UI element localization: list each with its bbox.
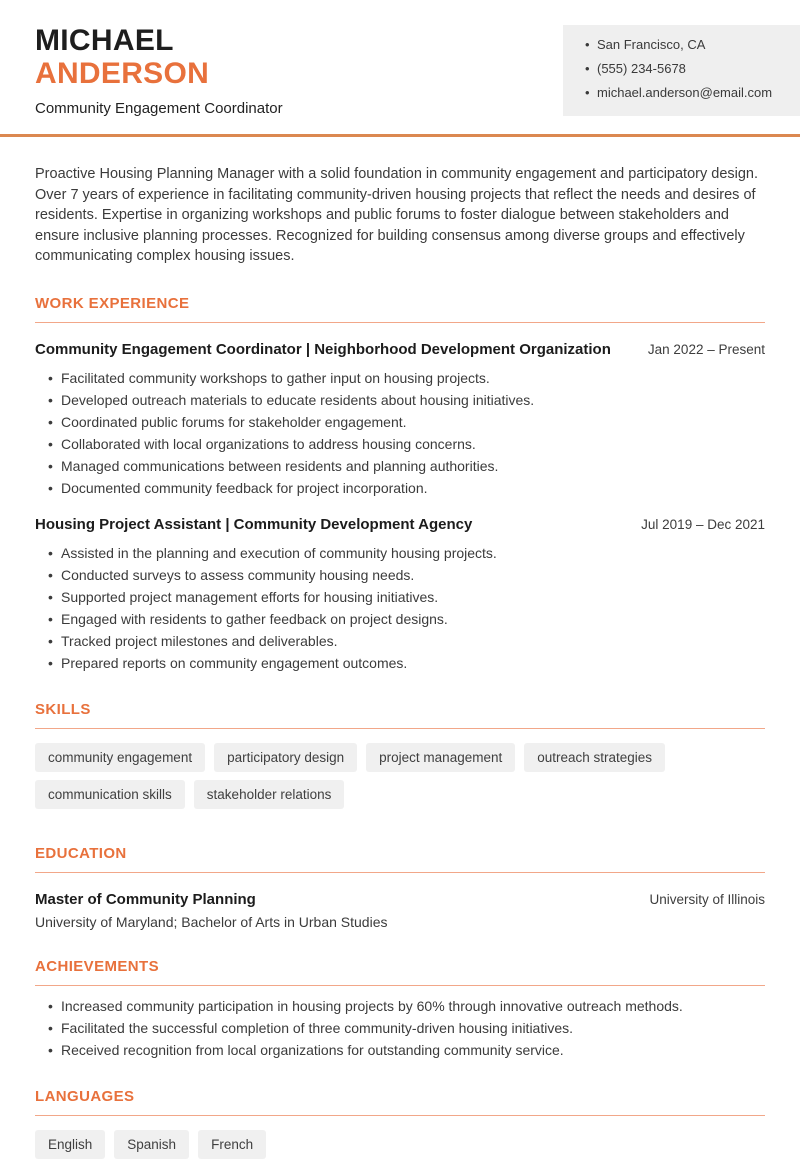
section-title-languages: LANGUAGES (35, 1088, 765, 1116)
achievement-bullet: • Facilitated the successful completion of three community-driven housing initiatives. (48, 1019, 765, 1038)
job-bullet: • Conducted surveys to assess community housing needs. (48, 566, 765, 585)
job-bullet: • Documented community feedback for project incorporation. (48, 479, 765, 498)
language-chip: English (35, 1130, 105, 1159)
language-chip: Spanish (114, 1130, 189, 1159)
job-title-line: Housing Project Assistant | Community Development Agency (35, 515, 473, 533)
education-details: University of Maryland; Bachelor of Arts in Urban Studies (35, 913, 388, 930)
job-bullet: • Managed communications between residents and planning authorities. (48, 457, 765, 476)
job-bullet-list (35, 369, 765, 498)
job-bullet: • Assisted in the planning and execution of community housing projects. (48, 544, 765, 563)
section-title-achievements: ACHIEVEMENTS (35, 958, 765, 986)
job-bullet: • Coordinated public forums for stakeholder engagement. (48, 413, 765, 432)
job-bullet: • Tracked project milestones and deliverables. (48, 632, 765, 651)
summary-paragraph: Proactive Housing Planning Manager with a solid foundation in community engagement and participatory design. Over 7 years of experience in facilitating community-driven housing projects that reflect the needs and desires of residents. Expertise in organizing workshops and public forums to foster dialogue between stakeholders and ensure inclusive planning processes. Recognized for building consensus among diverse groups and effectively communicating complex housing issues. (35, 166, 759, 264)
job-bullet: • Facilitated community workshops to gather input on housing projects. (48, 369, 765, 388)
language-chip: French (198, 1130, 266, 1159)
job-title-line: Community Engagement Coordinator | Neighborhood Development Organization (35, 340, 611, 358)
contact-item: • San Francisco, CA (585, 38, 788, 52)
achievement-bullet: • Increased community participation in housing projects by 60% through innovative outreach methods. (48, 997, 765, 1016)
education-header (35, 891, 765, 908)
section-education (35, 845, 765, 930)
contact-item: • (555) 234-5678 (585, 62, 788, 76)
job-bullet: • Supported project management efforts for housing initiatives. (48, 588, 765, 607)
job-entry (35, 516, 765, 673)
skill-chip: stakeholder relations (194, 780, 345, 809)
section-skills (35, 701, 765, 817)
job-dates: Jan 2022 – Present (647, 341, 765, 357)
skill-chip: outreach strategies (524, 743, 665, 772)
job-bullet: • Developed outreach materials to educate residents about housing initiatives. (48, 391, 765, 410)
job-bullet: • Prepared reports on community engagement outcomes. (48, 654, 765, 673)
skill-chip: community engagement (35, 743, 205, 772)
contact-item: • michael.anderson@email.com (585, 86, 788, 100)
section-title-education: EDUCATION (35, 845, 765, 873)
last-name: ANDERSON (35, 57, 210, 90)
language-chip-list (35, 1130, 765, 1167)
skill-chip: participatory design (214, 743, 357, 772)
achievement-bullet: • Received recognition from local organizations for outstanding community service. (48, 1041, 765, 1060)
job-header (35, 341, 765, 358)
job-bullet: • Collaborated with local organizations to address housing concerns. (48, 435, 765, 454)
section-achievements (35, 958, 765, 1060)
education-degree: Master of Community Planning (35, 890, 256, 908)
section-title-skills: SKILLS (35, 701, 765, 729)
candidate-job-title: Community Engagement Coordinator (35, 100, 283, 117)
section-title-work-experience: WORK EXPERIENCE (35, 295, 765, 323)
achievement-bullet-list (35, 997, 765, 1060)
skill-chip: project management (366, 743, 515, 772)
education-school: University of Illinois (649, 891, 765, 907)
job-dates: Jul 2019 – Dec 2021 (641, 516, 765, 532)
resume-body (0, 164, 800, 1167)
skill-chip-list (35, 743, 765, 817)
resume-header (0, 0, 800, 137)
skill-chip: communication skills (35, 780, 185, 809)
contact-card (563, 25, 800, 116)
job-header (35, 516, 765, 533)
section-languages (35, 1088, 765, 1167)
contact-list (585, 38, 788, 100)
first-name: MICHAEL (35, 24, 174, 57)
job-entry (35, 341, 765, 498)
job-bullet: • Engaged with residents to gather feedback on project designs. (48, 610, 765, 629)
job-bullet-list (35, 544, 765, 673)
section-work-experience (35, 295, 765, 673)
